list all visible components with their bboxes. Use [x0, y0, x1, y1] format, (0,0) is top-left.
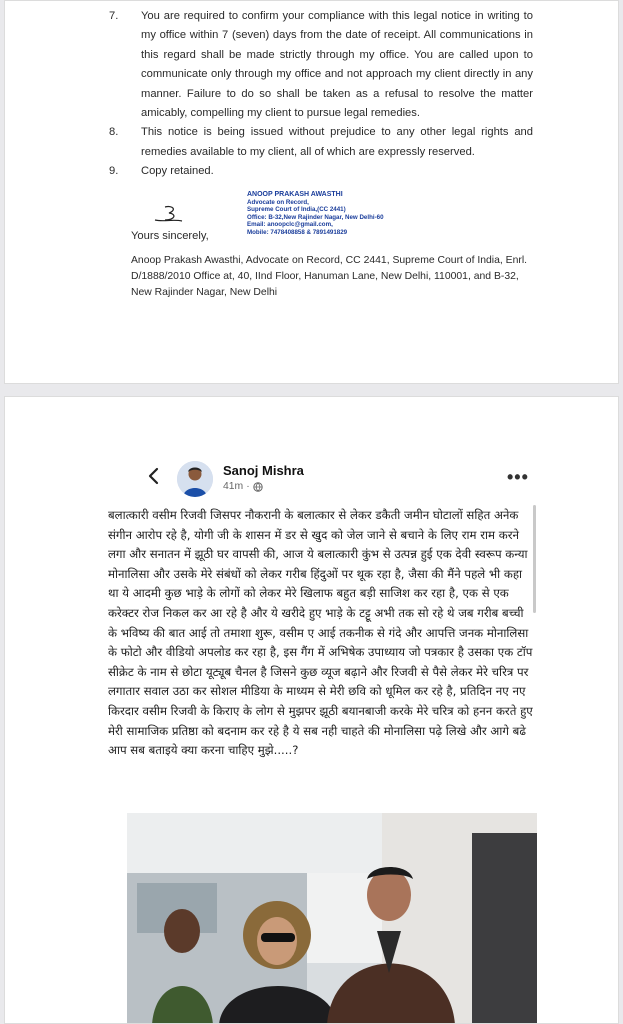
avatar[interactable] [177, 461, 213, 497]
post-body [108, 506, 536, 761]
globe-icon [253, 482, 263, 492]
item-number: 7. [109, 10, 119, 22]
item-number: 9. [109, 165, 119, 178]
post-photo[interactable] [127, 813, 537, 1024]
item-number: 8. [109, 126, 119, 139]
back-arrow-icon[interactable] [147, 467, 161, 485]
closing-text: Yours sincerely, [131, 230, 209, 242]
notice-item [109, 162, 533, 181]
notice-item [109, 123, 533, 162]
stamp-line: Email: anoopclc@gmail.com, [247, 221, 333, 229]
post-meta [223, 481, 263, 492]
author-name[interactable]: Sanoj Mishra [223, 463, 304, 478]
more-options-icon[interactable]: ••• [507, 467, 529, 487]
social-post-page [4, 396, 619, 1024]
post-time: 41m [223, 481, 244, 492]
post-body-text: बलात्कारी वसीम रिजवी जिसपर नौकरानी के बलात्कार से लेकर डकैती जमीन घोटालों सहित अनेक संगीन आरोप रहे है, योगी जी के शासन में डर से खुद को जेल जाने से बचाने के लिए राम राम करने लगा और सनातन में झूठी घर वापसी की, आज ये बलात्कारी कुंभ से उत्पन्न हुई एक देवी स्वरूप कन्या मोनालिसा और उसके मेरे संबंधों को लेकर गरीब हिंदुओं पर थूक रहा है, जैसा की मैंने पहले भी कहा था ये आदमी कुछ भाड़े के लोगों को लेकर मेरे खिलाफ बहुत बड़ी साजिश कर रहा है, एक से एक करेक्टर रोज निकल कर आ रहे है और ये खरीदे हुए भाड़े के टट्टू अभी तक सो रहे थे जब गरीब बच्ची के भविष्य की बात आई तो तमाशा शुरू, वसीम ए आई तकनीक से गंदे और आपत्ति जनक मोनालिसा के फोटो और वीडियो अपलोड कर रहा है, इस गैंग में अभिषेक उपाध्याय जो पत्रकार है उसका एक टॉप सीक्रेट के नाम से छोटा यूट्यूब चैनल है जिसने कुछ व्यूज बढ़ाने और रिजवी से पैसे लेकर मेरे चरित्र पर लगातार सवाल उठा कर सोशल मीडिया के माध्यम से मेरी छवि को धूमिल कर रहे है, प्रतिदिन नए नए किरदार वसीम रिजवी के किराए के लोग से मुझपर झूठी बयानबाजी करके मेरे चरित्र को हनन करते हुए मेरी सामाजिक प्रतिष्ठा को बदनाम कर रहे है ये सब नही चाहते की मोनालिसा पढ़े लिखे और आगे बढे आप सब बताइये क्या करना चाहिए मुझे.....? [108, 508, 533, 758]
stamp-line: Mobile: 7478408858 & 7891491829 [247, 228, 348, 236]
signature [151, 204, 185, 226]
item-text: Copy retained. [141, 165, 214, 178]
meta-separator: · [246, 481, 250, 492]
post-header [111, 455, 541, 499]
notice-item [109, 7, 533, 123]
stamp-line: Advocate on Record, [247, 198, 309, 206]
advocate-footer: Anoop Prakash Awasthi, Advocate on Record, CC 2441, Supreme Court of India, Enrl. D/1888/2010 Office at, 40, IInd Floor, Hanuman Lane, New Delhi, 110001, and B-32, New Rajinder Nagar, New Delhi [131, 255, 528, 299]
item-text: This notice is being issued without prejudice to any other legal rights and remedies available to my client, all of which are expressly reserved. [141, 126, 533, 158]
notice-items [109, 7, 533, 182]
stamp-line: Supreme Court of India,(CC 2441) [247, 206, 346, 214]
legal-notice-page [4, 0, 619, 384]
item-text: You are required to confirm your compliance with this legal notice in writing to my office within 7 (seven) days from the date of receipt. All communications in this regard shall be made strictly through my office. You are called upon to communicate only through my office and not approach my client directly in any manner. Failure to do so shall be taken as a refusal to resolve the matter amicably, compelling my client to pursue legal remedies. [141, 10, 533, 120]
advocate-stamp [247, 191, 384, 237]
stamp-line: ANOOP PRAKASH AWASTHI [247, 191, 343, 198]
scrollbar[interactable] [533, 505, 536, 613]
stamp-line: Office: B-32,New Rajinder Nagar, New Delhi-60 [247, 213, 384, 221]
